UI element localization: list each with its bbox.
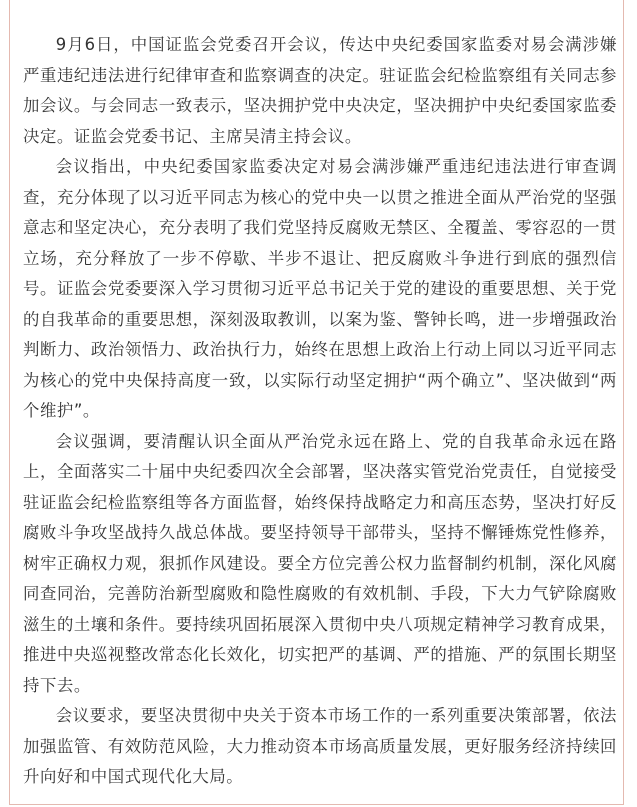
article-body (23, 30, 617, 793)
paragraph-meeting-requirements: 会议要求，要坚决贯彻中央关于资本市场工作的一系列重要决策部署，依法加强监管、有效防范风险，大力推动资本市场高质量发展，更好服务经济持续回升向好和中国式现代化大局。 (23, 706, 617, 786)
paragraph-meeting-points: 会议指出，中央纪委国家监委决定对易会满涉嫌严重违纪违法进行审查调查，充分体现了以习近平同志为核心的党中央一以贯之推进全面从严治党的坚强意志和坚定决心，充分表明了我们党坚持反腐败无禁区、全覆盖、零容忍的一贯立场，充分释放了一步不停歇、半步不退让、把反腐败斗争进行到底的强烈信号。证监会党委要深入学习贯彻习近平总书记关于党的建设的重要思想、关于党的自我革命的重要思想，深刻汲取教训，以案为鉴、警钟长鸣，进一步增强政治判断力、政治领悟力、政治执行力，始终在思想上政治上行动上同以习近平同志为核心的党中央保持高度一致，以实际行动坚定拥护“两个确立”、坚决做到“两个维护”。 (23, 157, 617, 420)
paragraph-meeting-summary: 9月6日，中国证监会党委召开会议，传达中央纪委国家监委对易会满涉嫌严重违纪违法进行纪律审查和监察调查的决定。驻证监会纪检监察组有关同志参加会议。与会同志一致表示，坚决拥护党中央决定，坚决拥护中央纪委国家监委决定。证监会党委书记、主席吴清主持会议。 (23, 35, 617, 146)
paragraph-meeting-emphasis: 会议强调，要清醒认识全面从严治党永远在路上、党的自我革命永远在路上，全面落实二十届中央纪委四次全会部署，坚决落实管党治党责任，自觉接受驻证监会纪检监察组等各方面监督，始终保持战略定力和高压态势，坚决打好反腐败斗争攻坚战持久战总体战。要坚持领导干部带头，坚持不懈锤炼党性修养，树牢正确权力观，狠抓作风建设。要全方位完善公权力监督制约机制，深化风腐同查同治，完善防治新型腐败和隐性腐败的有效机制、手段，下大力气铲除腐败滋生的土壤和条件。要持续巩固拓展深入贯彻中央八项规定精神学习教育成果，推进中央巡视整改常态化长效化，切实把严的基调、严的措施、严的氛围长期坚持下去。 (23, 431, 617, 695)
